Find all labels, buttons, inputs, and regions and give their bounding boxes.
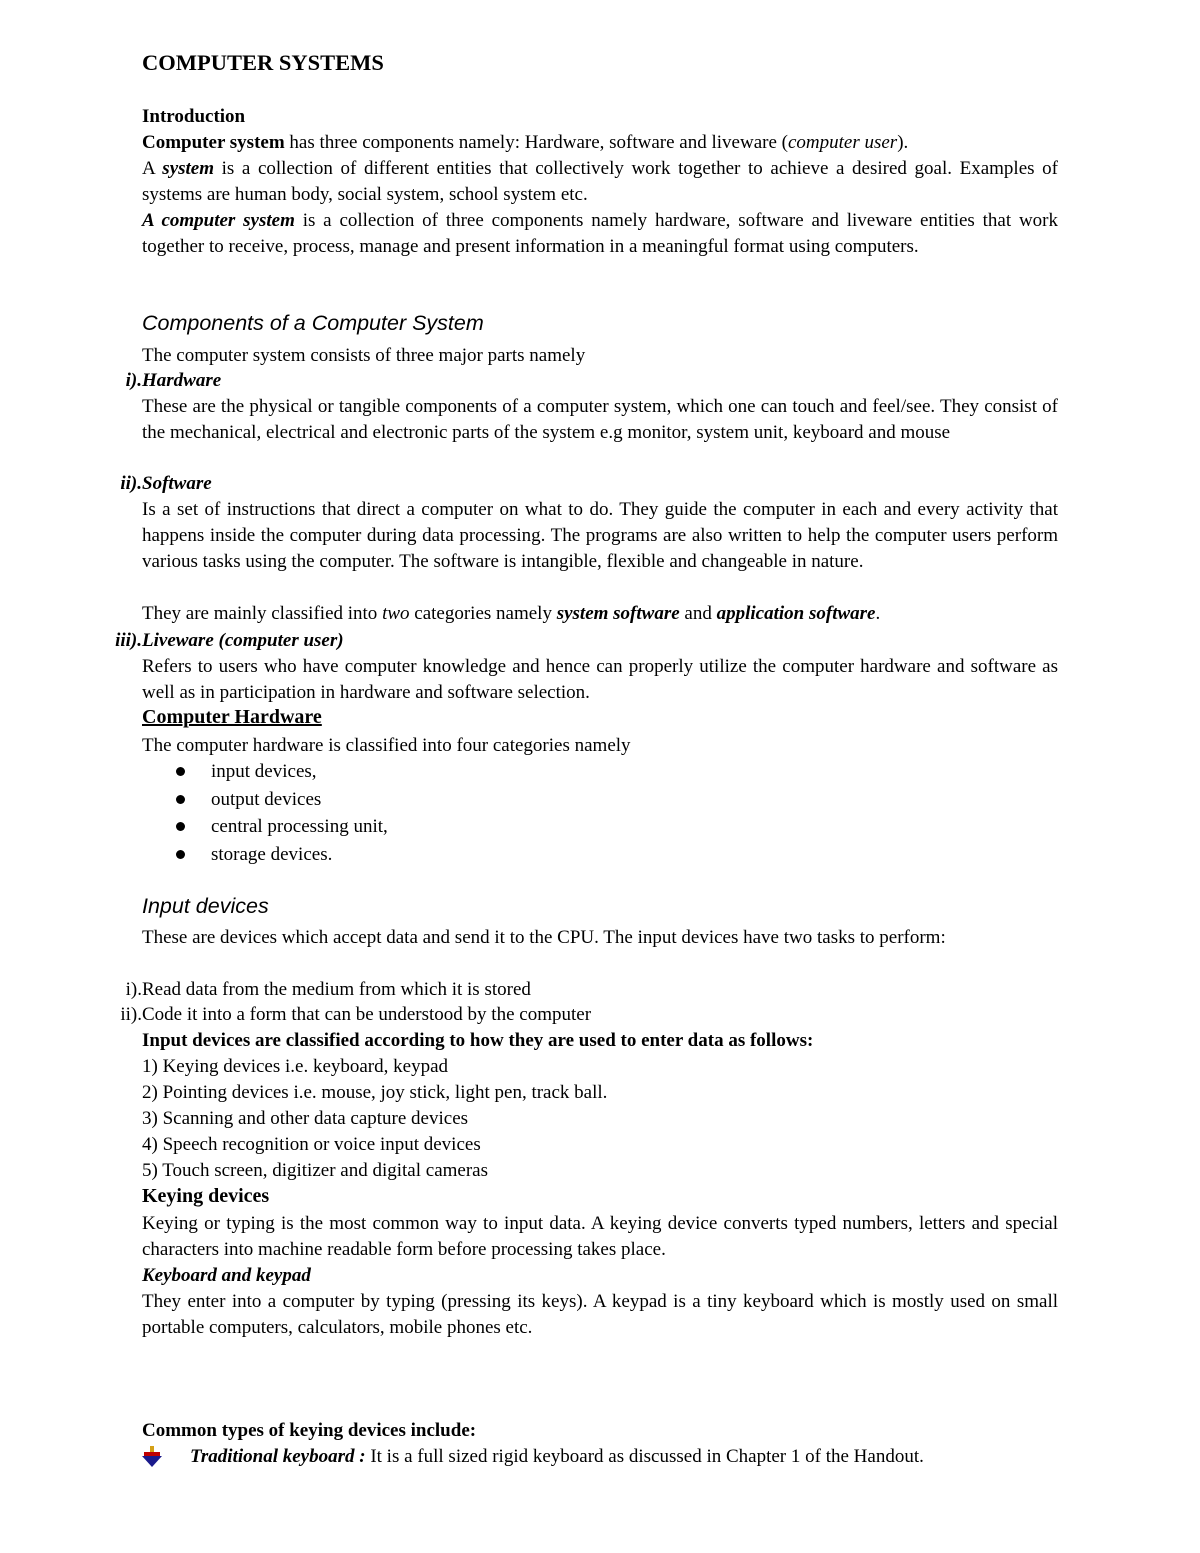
keying-devices-text: Keying or typing is the most common way to input data. A keying device converts typed numbers, letters and special characters into machine readable form before processing takes place. bbox=[142, 1213, 1058, 1260]
intro-heading: Introduction bbox=[142, 106, 246, 127]
list-item: central processing unit, bbox=[211, 816, 388, 837]
software-description: Is a set of instructions that direct a computer on what to do. They guide the computer in each and every activity that happens inside the computer during data processing. The programs are also written to help the computer users perform various tasks using the computer. The software is intangible, flexible and changeable in nature. bbox=[142, 499, 1058, 572]
list-item: input devices, bbox=[211, 761, 317, 782]
task-number: ii). bbox=[120, 1004, 142, 1025]
input-devices-heading: Input devices bbox=[142, 894, 269, 918]
task-item: Code it into a form that can be understood by the computer bbox=[142, 1004, 592, 1025]
task-item: Read data from the medium from which it is stored bbox=[142, 979, 531, 1000]
software-number: ii). bbox=[120, 473, 142, 494]
common-types-heading: Common types of keying devices include: bbox=[142, 1420, 477, 1441]
classification-item: 5) Touch screen, digitizer and digital cameras bbox=[142, 1160, 488, 1181]
bullet-icon bbox=[176, 767, 185, 776]
classification-item: 4) Speech recognition or voice input devices bbox=[142, 1134, 481, 1155]
classification-item: 3) Scanning and other data capture devices bbox=[142, 1108, 469, 1129]
classification-heading: Input devices are classified according to how they are used to enter data as follows: bbox=[142, 1030, 814, 1051]
hardware-number: i). bbox=[125, 370, 142, 391]
bullet-icon bbox=[176, 822, 185, 831]
intro-paragraph-1: Computer system has three components namely: Hardware, software and liveware (computer user). bbox=[142, 132, 909, 153]
components-heading: Components of a Computer System bbox=[142, 311, 484, 335]
classification-item: 2) Pointing devices i.e. mouse, joy stick, light pen, track ball. bbox=[142, 1082, 608, 1103]
liveware-description: Refers to users who have computer knowledge and hence can properly utilize the computer hardware and software as well as in participation in hardware and software selection. bbox=[142, 656, 1058, 703]
traditional-keyboard-item: Traditional keyboard : It is a full sized rigid keyboard as discussed in Chapter 1 of the Handout. bbox=[190, 1446, 924, 1467]
classification-item: 1) Keying devices i.e. keyboard, keypad bbox=[142, 1056, 449, 1077]
hardware-heading: Computer Hardware bbox=[142, 706, 322, 728]
hardware-label: Hardware bbox=[142, 370, 222, 391]
list-item: output devices bbox=[211, 789, 322, 810]
task-number: i). bbox=[125, 979, 142, 1000]
liveware-number: iii). bbox=[115, 630, 142, 651]
liveware-label: Liveware (computer user) bbox=[142, 630, 344, 651]
hardware-description: These are the physical or tangible components of a computer system, which one can touch and feel/see. They consist of the mechanical, electrical and electronic parts of the system e.g monitor, system unit, keyboard and mouse bbox=[142, 396, 1058, 443]
hardware-lead: The computer hardware is classified into four categories namely bbox=[142, 735, 631, 756]
keyboard-keypad-heading: Keyboard and keypad bbox=[142, 1265, 311, 1286]
keyboard-keypad-text: They enter into a computer by typing (pressing its keys). A keypad is a tiny keyboard which is mostly used on small portable computers, calculators, mobile phones etc. bbox=[142, 1291, 1058, 1338]
bullet-icon bbox=[176, 850, 185, 859]
input-devices-lead: These are devices which accept data and send it to the CPU. The input devices have two tasks to perform: bbox=[142, 927, 946, 948]
intro-paragraph-2: A system is a collection of different entities that collectively work together to achieve a desired goal. Examples of systems are human body, social system, school system etc. bbox=[142, 158, 1058, 205]
software-categories: They are mainly classified into two categories namely system software and application software. bbox=[142, 603, 881, 624]
bullet-icon bbox=[176, 795, 185, 804]
list-item: storage devices. bbox=[211, 844, 333, 865]
software-label: Software bbox=[142, 473, 212, 494]
page-title: COMPUTER SYSTEMS bbox=[142, 50, 384, 75]
components-lead: The computer system consists of three major parts namely bbox=[142, 345, 586, 366]
intro-paragraph-3: A computer system is a collection of three components namely hardware, software and liveware entities that work together to receive, process, manage and present information in a meaningful format using computers. bbox=[142, 210, 1058, 257]
keying-devices-heading: Keying devices bbox=[142, 1185, 270, 1207]
